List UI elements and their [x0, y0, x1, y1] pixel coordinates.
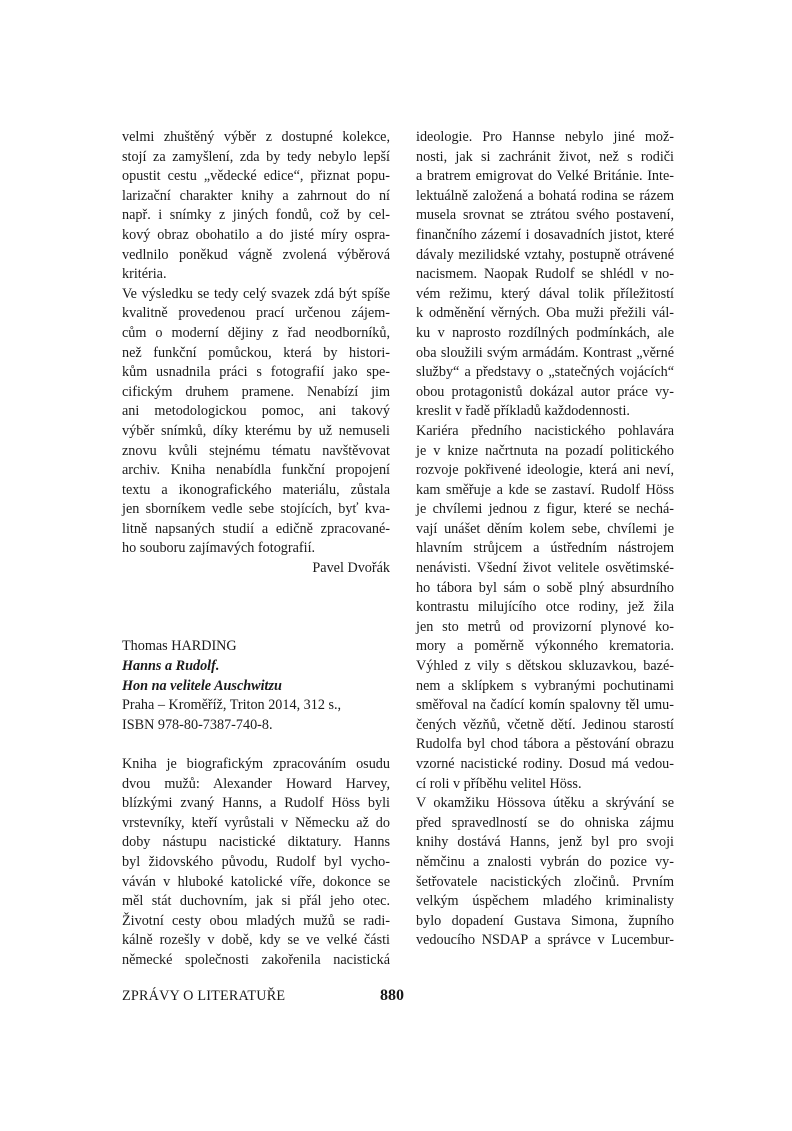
- spacer: [122, 735, 390, 755]
- text-line: výběr snímků, díky kterému by už nemuseli: [122, 422, 390, 439]
- text-line: před spravedlností se do ohniska zájmu: [416, 814, 674, 831]
- text-line: směřoval na čadící komín spalovny těl umu-: [416, 697, 674, 714]
- right-column: [416, 128, 674, 951]
- text-line: znovu kvůli stejnému tématu navštěvovat: [122, 442, 390, 459]
- text-line: k odměnění věrných. Oba muži přežili vál-: [416, 305, 674, 322]
- text-line: ku v naprosto rozdílných podmínkách, ale: [416, 324, 674, 341]
- text-line: čených vězňů, včetně dětí. Jedinou starostí: [416, 716, 674, 733]
- text-line: doby nástupu nacistické diktatury. Hanns: [122, 834, 390, 851]
- text-line: Výhled z vily s dětskou skluzavkou, bazé-: [416, 658, 674, 675]
- text-line: byl židovského původu, Rudolf byl vycho-: [122, 853, 390, 870]
- page-number: 880: [380, 987, 404, 1004]
- text-line: hlavním strůjcem a ústředním nástrojem: [416, 540, 674, 557]
- text-line: je chvílemi jednou z figur, které se nechá-: [416, 501, 674, 518]
- text-line: vají unášet děním kolem sebe, chvílemi je: [416, 520, 674, 537]
- text-line: němčinu a znalosti vybrán do pozice vy-: [416, 853, 674, 870]
- text-line: mory a poměrně výkonného krematoria.: [416, 638, 674, 655]
- text-line: služby“ a představy o „statečných vojácích“: [416, 364, 674, 381]
- reviewer-signature: Pavel Dvořák: [312, 560, 390, 577]
- paragraph-conclusion: [122, 285, 390, 559]
- text-line: cifickým druhem pramene. Nenabízí jim: [122, 383, 390, 400]
- book-author: Thomas HARDING: [122, 638, 237, 655]
- paragraph-collection-critique: [122, 128, 390, 285]
- text-line: a bratrem emigrovat do Velké Británie. Inte-: [416, 168, 674, 185]
- book-citation: [122, 637, 390, 735]
- text-line: kový obraz obohatilo a do jisté míry ospra-: [122, 226, 390, 243]
- spacer: [122, 579, 390, 618]
- text-line: cí roli v příběhu velitel Höss.: [416, 775, 582, 792]
- text-line: musela srovnat se ztrátou svého postavení,: [416, 207, 674, 224]
- text-line: váván v hluboké katolické víře, dokonce se: [122, 873, 390, 890]
- paragraph-career: [416, 422, 674, 794]
- book-imprint: Praha – Kroměříž, Triton 2014, 312 s.,: [122, 697, 342, 714]
- text-line: vedlnilo poněkud vágně zvolená výběrová: [122, 246, 390, 263]
- text-line: ani metodologickou pomoc, ani takový: [122, 403, 390, 420]
- text-line: dávaly mezilidské vztahy, postupně otrávené: [416, 246, 674, 263]
- text-line: oba sloužili svým armádám. Kontrast „věrné: [416, 344, 674, 361]
- book-title: Hanns a Rudolf.: [122, 658, 220, 675]
- text-line: litně napsaných studií a edičně zpracované-: [122, 520, 390, 537]
- text-line: šetřovatele nacistických zločinů. Prvním: [416, 873, 674, 890]
- text-line: kritéria.: [122, 266, 167, 283]
- text-line: finančního zázemí i dosavadních jistot, které: [416, 226, 674, 243]
- text-line: ho souboru zajímavých fotografií.: [122, 540, 316, 557]
- paragraph-pursuit: [416, 794, 674, 951]
- text-line: velmi zhuštěný výběr z dostupné kolekce,: [122, 129, 390, 145]
- text-line: nenávisti. Všední život velitele osvětimské-: [416, 560, 674, 577]
- text-line: vedoucího NSDAP a správce v Lucembur-: [416, 932, 674, 949]
- text-line: lektuálně založená a bohatá rodina se rázem: [416, 187, 674, 204]
- text-line: je v knize načrtnuta na pozadí politického: [416, 442, 674, 459]
- text-line: kontrastu milujícího otce rodiny, jež žila: [416, 599, 674, 616]
- text-line: knihy dostává Hanns, jenž byl pro svoji: [416, 834, 674, 851]
- text-line: vrstevníky, kteří vyrůstali v Německu až do: [122, 814, 390, 831]
- journal-name: ZPRÁVY O LITERATUŘE: [122, 988, 286, 1004]
- paragraph-review-intro: [122, 755, 390, 971]
- text-line: než funkční pomůckou, která by histori-: [122, 344, 390, 361]
- text-line: opustit cestu „vědecké edice“, přiznat popu-: [122, 168, 390, 185]
- text-line: obou protagonistů dokázal autor práce vy-: [416, 383, 674, 400]
- text-line: larizační charakter knihy a zahrnout do ní: [122, 187, 390, 204]
- text-line: vém režimu, který dával tolik příležitostí: [416, 285, 674, 302]
- text-line: ho tábora byl sám o sobě plný absurdního: [416, 579, 674, 596]
- text-line: Kniha je biografickým zpracováním osudu: [122, 756, 390, 772]
- book-isbn: ISBN 978-80-7387-740-8.: [122, 716, 273, 733]
- text-line: rozvoje pokřivené ideologie, která ani neví,: [416, 462, 674, 479]
- text-line: Kariéra předního nacistického pohlavára: [416, 422, 674, 439]
- text-line: nacismem. Naopak Rudolf se shlédl v no-: [416, 266, 674, 283]
- text-line: V okamžiku Hössova útěku a skrývání se: [416, 795, 674, 812]
- spacer: [122, 618, 390, 638]
- text-line: dvou mužů: Alexander Howard Harvey,: [122, 775, 390, 792]
- text-line: vzorné nacistické rodiny. Dosud má vedou-: [416, 756, 674, 772]
- text-line: stojí za zamyšlení, zda by tedy nebylo lepší: [122, 148, 390, 165]
- text-line: např. i snímky z jiných fondů, což by cel-: [122, 207, 390, 224]
- book-subtitle: Hon na velitele Auschwitzu: [122, 677, 282, 694]
- text-line: textu a ikonografického materiálu, zůstala: [122, 481, 390, 498]
- text-line: německé společnosti zakořenila nacistická: [122, 951, 390, 968]
- text-line: kreslit v řadě příkladů každodennosti.: [416, 403, 630, 420]
- text-line: archiv. Kniha nenabídla funkční propojení: [122, 462, 390, 479]
- text-line: ideologie. Pro Hannse nebylo jiné mož-: [416, 129, 674, 145]
- text-line: blízkými zvaný Hanns, a Rudolf Höss byli: [122, 795, 390, 812]
- text-line: jen sto metrů od provizorní plynové ko-: [416, 618, 674, 635]
- text-line: Životní cesty obou mladých mužů se radi-: [122, 912, 390, 929]
- text-line: kvalitně provedenou prací určenou zájem-: [122, 305, 390, 322]
- paragraph-emigration: [416, 128, 674, 422]
- text-line: nosti, jak si zachránit život, než s rodiči: [416, 148, 674, 165]
- text-line: kam směřuje a kde se zastaví. Rudolf Höss: [416, 481, 674, 498]
- text-line: jen sborníkem vedle sebe stojících, byť kva-: [122, 501, 390, 518]
- text-line: velkým úspěchem mladého kriminalisty: [416, 893, 674, 910]
- left-column: [122, 128, 390, 971]
- text-line: měl stát duchovním, jak si přál jeho otec.: [122, 893, 390, 910]
- text-line: bylo dopadení Gustava Simona, župního: [416, 912, 674, 929]
- text-line: kálně rozešly v době, kdy se ve velké části: [122, 932, 390, 949]
- text-line: Rudolfa byl chod tábora a pěstování obrazu: [416, 736, 674, 753]
- text-line: nem a sklípkem s vybranými pochutinami: [416, 677, 674, 694]
- text-line: cům o moderní dějiny z řad neodborníků,: [122, 324, 390, 341]
- text-line: kům usnadnila práci s fotografií jako spe-: [122, 364, 390, 381]
- text-line: Ve výsledku se tedy celý svazek zdá být spíše: [122, 285, 390, 302]
